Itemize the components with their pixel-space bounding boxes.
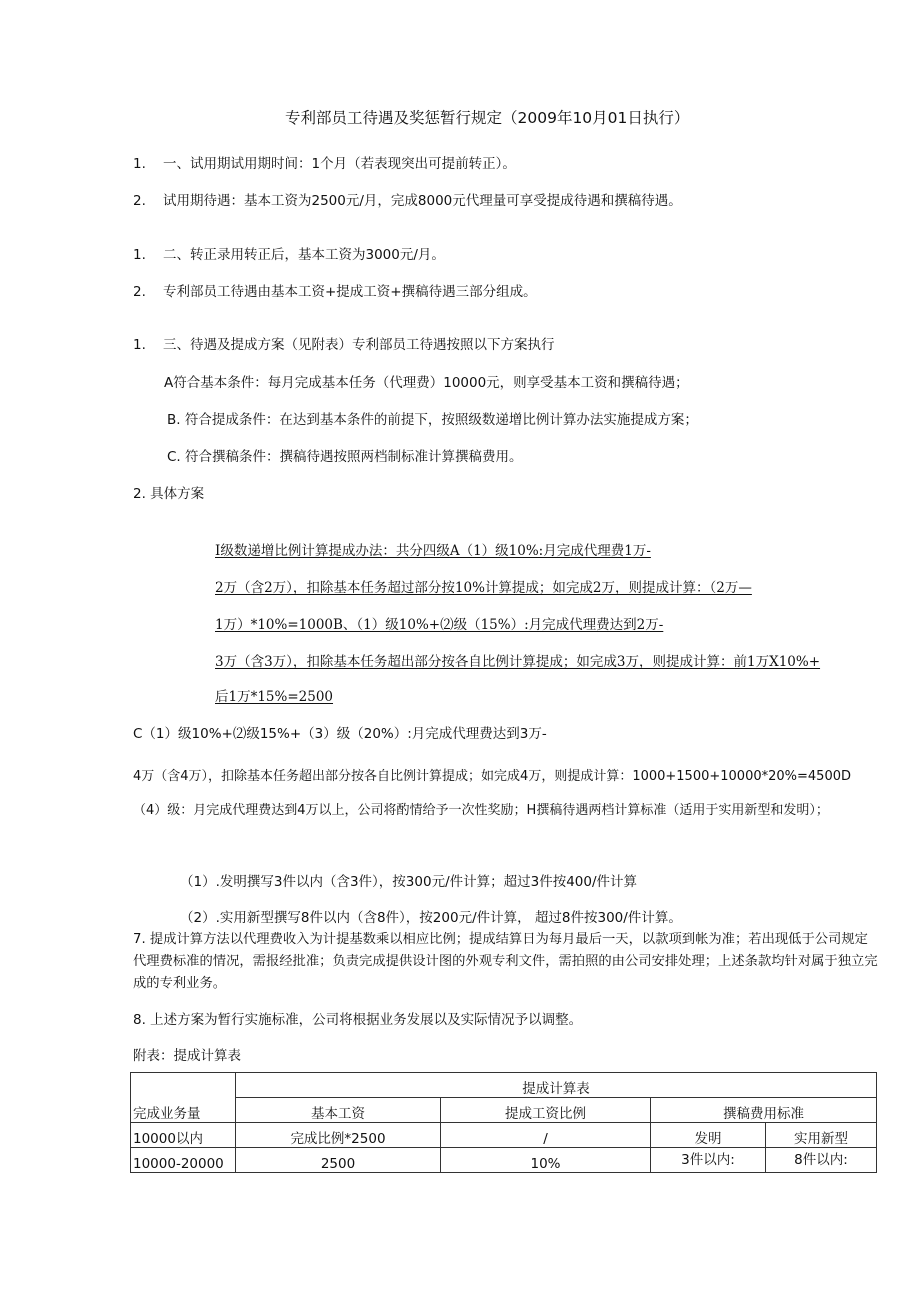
plan-c-line: C（1）级10%+⑵级15%+（3）级（20%）:月完成代理费达到3万- [133,726,547,742]
header-base-salary: 基本工资 [236,1098,441,1123]
drafting-invention: （1）.发明撰写3件以内（含3件），按300元/件计算；超过3件按400/件计算 [180,874,638,890]
cell-drafting-utility: 8件以内: [766,1148,877,1173]
condition-c: C. 符合撰稿条件：撰稿待遇按照两档制标准计算撰稿费用。 [167,449,523,465]
plan-line-4: 3万（含3万），扣除基本任务超出部分按各自比例计算提成；如完成3万，则提成计算：前1万X10%+ [215,654,821,670]
plan-line-5: 后1万*15%=2500 [215,689,334,705]
plan-line-2: 2万（含2万），扣除基本任务超过部分按10%计算提成；如完成2万，则提成计算：（2万— [215,580,752,596]
cell-volume: 10000以内 [131,1123,236,1148]
page-title: 专利部员工待遇及奖惩暂行规定（2009年10月01日执行） [285,109,690,127]
plan-line-3: 1万）*10%=1000B、（1）级10%+⑵级（15%）:月完成代理费达到2万- [215,617,664,633]
header-commission-ratio: 提成工资比例 [441,1098,651,1123]
cell-ratio: / [441,1123,651,1148]
sec2-item-1: 1. 二、转正录用转正后，基本工资为3000元/月。 [133,247,445,263]
cell-drafting-utility: 实用新型 [766,1123,877,1148]
sec2-item-2: 2. 专利部员工待遇由基本工资+提成工资+撰稿待遇三部分组成。 [133,284,537,300]
sec3-item-1: 1. 三、待遇及提成方案（见附表）专利部员工待遇按照以下方案执行 [133,337,555,353]
plan-c-paragraph: 4万（含4万），扣除基本任务超出部分按各自比例计算提成；如完成4万，则提成计算：1000+1500+10000*20%=4500D（4）级：月完成代理费达到4万以上，公司将酌情给予一次性奖励；H撰稿待遇两档计算标准（适用于实用新型和发明）； [133,769,852,818]
specific-plan-heading: 2. 具体方案 [133,486,205,502]
item-7: 7. 提成计算方法以代理费收入为计提基数乘以相应比例；提成结算日为每月最后一天，以款项到帐为准；若出现低于公司规定代理费标准的情况，需报经批准；负责完成提供设计图的外观专利文件，需拍照的由公司安排处理；上述条款均针对属于独立完成的专利业务。 [133,932,878,991]
cell-ratio: 10% [441,1148,651,1173]
cell-base: 完成比例*2500 [236,1123,441,1148]
cell-drafting-invention: 发明 [651,1123,766,1148]
drafting-utility: （2）.实用新型撰写8件以内（含8件），按200元/件计算， 超过8件按300/件计算。 [180,910,682,926]
plan-line-1: I级数递增比例计算提成办法：共分四级A（1）级10%:月完成代理费1万- [215,543,651,559]
appendix-label: 附表：提成计算表 [133,1048,241,1064]
sec1-item-2: 2. 试用期待遇：基本工资为2500元/月，完成8000元代理量可享受提成待遇和撰稿待遇。 [133,193,682,209]
item-8: 8. 上述方案为暂行实施标准，公司将根据业务发展以及实际情况予以调整。 [133,1012,583,1028]
table-row [131,1148,877,1173]
cell-drafting-invention: 3件以内: [651,1148,766,1173]
condition-a: A符合基本条件：每月完成基本任务（代理费）10000元，则享受基本工资和撰稿待遇； [164,375,689,391]
condition-b: B. 符合提成条件：在达到基本条件的前提下，按照级数递增比例计算办法实施提成方案； [167,412,698,428]
table-row [131,1123,877,1148]
cell-base: 2500 [236,1148,441,1173]
header-volume: 完成业务量 [131,1073,236,1123]
header-drafting-fee: 撰稿费用标准 [651,1098,877,1123]
cell-volume: 10000-20000 [131,1148,236,1173]
commission-table [130,1072,877,1173]
table-caption: 提成计算表 [236,1073,877,1098]
sec1-item-1: 1. 一、试用期试用期时间：1个月（若表现突出可提前转正）。 [133,156,516,172]
